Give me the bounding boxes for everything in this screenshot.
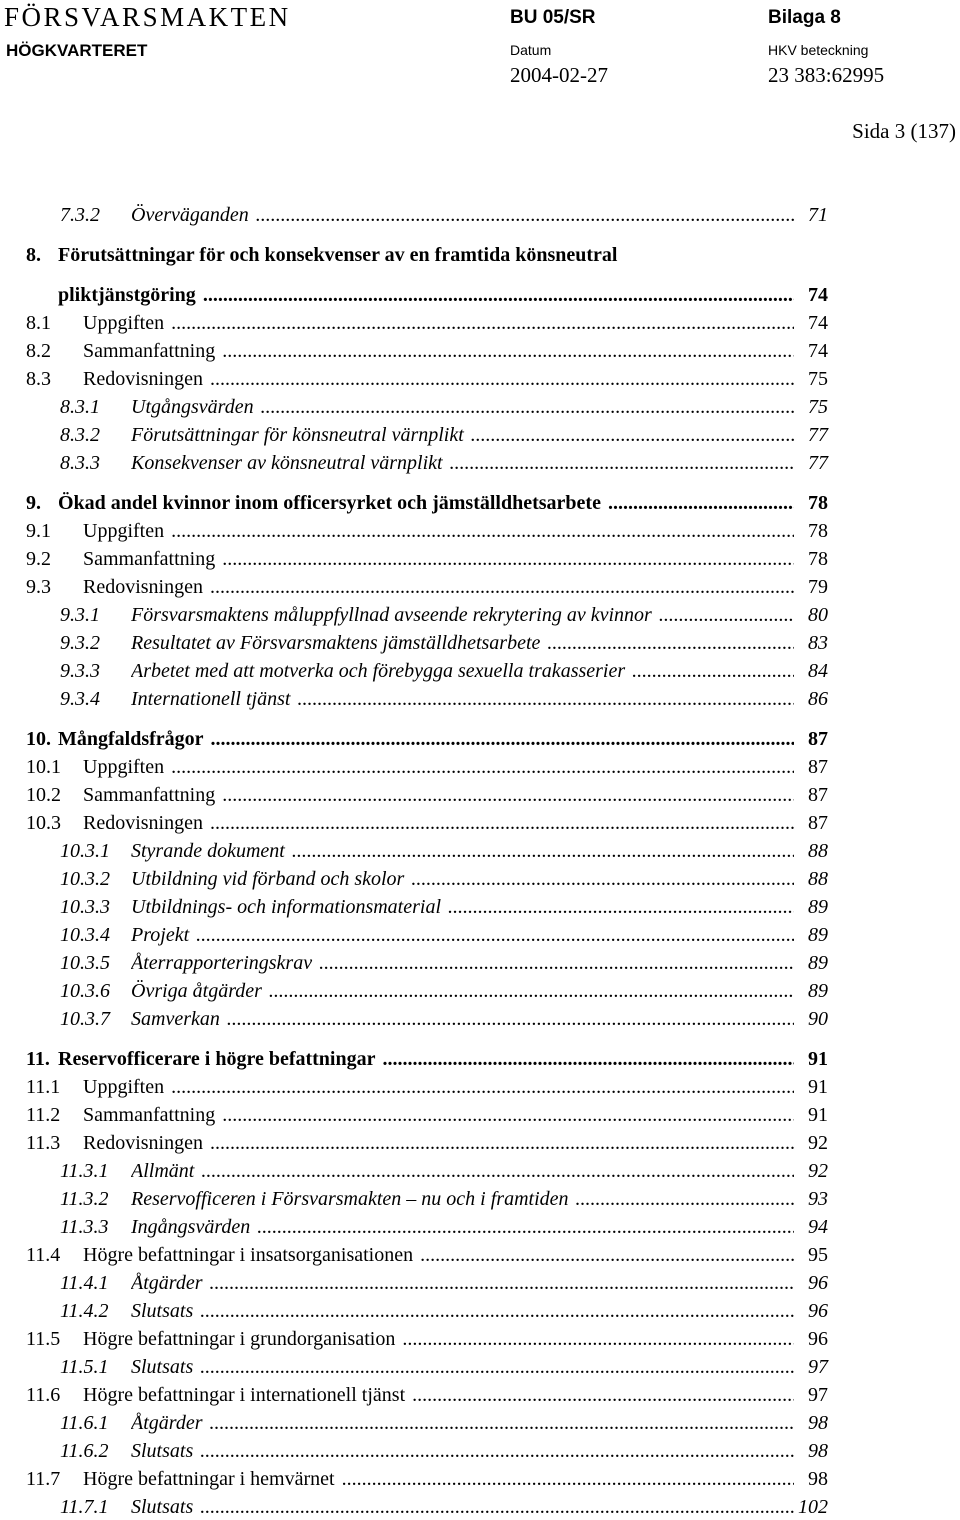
toc-entry-title: Sammanfattning ..... — [83, 546, 794, 572]
toc-entry-title: Övriga åtgärder ..... — [131, 978, 794, 1004]
toc-entry[interactable] — [0, 490, 828, 516]
toc-entry[interactable] — [0, 338, 828, 364]
toc-entry[interactable] — [0, 1410, 828, 1436]
toc-entry-page: 88 — [808, 868, 828, 890]
toc-entry-title: pliktjänstgöring ..... — [58, 282, 794, 308]
toc-entry-number: 11.4 — [26, 1244, 61, 1266]
toc-entry-page: 95 — [808, 1244, 828, 1266]
document-id: BU 05/SR — [510, 7, 596, 28]
reference-label: HKV beteckning — [768, 42, 869, 58]
toc-entry-number: 11.7.1 — [60, 1496, 109, 1518]
toc-entry-number: 10.3 — [26, 812, 61, 834]
toc-entry-page: 90 — [808, 1008, 828, 1030]
toc-entry-page: 91 — [808, 1076, 828, 1098]
toc-entry-title: Utgångsvärden ..... — [131, 394, 794, 420]
reference-value: 23 383:62995 — [768, 63, 885, 87]
toc-entry-page: 78 — [808, 492, 828, 514]
toc-entry[interactable] — [0, 726, 828, 752]
toc-entry-title: Redovisningen ..... — [83, 574, 794, 600]
toc-entry[interactable] — [0, 1186, 828, 1212]
toc-entry-number: 11.5 — [26, 1328, 61, 1350]
toc-entry[interactable] — [0, 394, 828, 420]
toc-entry-number: 9.1 — [26, 520, 51, 542]
toc-entry-page: 96 — [808, 1272, 828, 1294]
toc-entry-number: 11.6.1 — [60, 1412, 109, 1434]
toc-entry-title: Redovisningen ..... — [83, 810, 794, 836]
toc-entry-title: Högre befattningar i internationell tjänst ..... — [83, 1382, 794, 1408]
toc-entry[interactable] — [0, 630, 828, 656]
toc-entry[interactable] — [0, 546, 828, 572]
toc-entry-page: 91 — [808, 1104, 828, 1126]
toc-entry-title: Mångfaldsfrågor ..... — [58, 726, 794, 752]
toc-entry-page: 98 — [808, 1468, 828, 1490]
toc-entry[interactable] — [0, 1214, 828, 1240]
date-value: 2004-02-27 — [510, 63, 608, 87]
toc-entry-title: Uppgiften ..... — [83, 1074, 794, 1100]
toc-entry-title: Reservofficeren i Försvarsmakten – nu och i framtiden ..... — [131, 1186, 794, 1212]
toc-entry-title: Projekt ..... — [131, 922, 794, 948]
toc-entry-title: Högre befattningar i hemvärnet ..... — [83, 1466, 794, 1492]
toc-entry-title: Slutsats ..... — [131, 1494, 794, 1520]
toc-entry[interactable] — [0, 950, 828, 976]
toc-entry-title: Arbetet med att motverka och förebygga sexuella trakasserier ..... — [131, 658, 794, 684]
toc-entry-page: 87 — [808, 784, 828, 806]
toc-entry-number: 11.4.1 — [60, 1272, 109, 1294]
toc-entry-number: 9.3.4 — [60, 688, 100, 710]
toc-entry-number: 9.2 — [26, 548, 51, 570]
toc-entry[interactable] — [0, 1494, 828, 1520]
toc-entry-title: Slutsats ..... — [131, 1354, 794, 1380]
toc-entry-number: 9. — [26, 492, 41, 514]
toc-entry-number: 10.3.6 — [60, 980, 110, 1002]
toc-entry[interactable] — [0, 450, 828, 476]
toc-entry-title: Sammanfattning ..... — [83, 782, 794, 808]
toc-entry[interactable] — [0, 1074, 828, 1100]
toc-entry-page: 88 — [808, 840, 828, 862]
toc-entry-page: 75 — [808, 396, 828, 418]
toc-entry-page: 78 — [808, 520, 828, 542]
toc-entry-number: 8.2 — [26, 340, 51, 362]
toc-entry-title: Överväganden ..... — [131, 202, 794, 228]
toc-entry-page: 77 — [808, 452, 828, 474]
toc-entry[interactable] — [0, 574, 828, 600]
toc-entry-page: 87 — [808, 756, 828, 778]
toc-entry-title: Åtgärder ..... — [131, 1410, 794, 1436]
toc-entry[interactable] — [0, 1046, 828, 1072]
toc-entry-number: 11.3.3 — [60, 1216, 109, 1238]
toc-entry-number: 10.3.7 — [60, 1008, 110, 1030]
toc-entry-title: Uppgiften ..... — [83, 518, 794, 544]
toc-entry-number: 8.3.2 — [60, 424, 100, 446]
toc-entry-page: 96 — [808, 1328, 828, 1350]
toc-entry-title: Sammanfattning ..... — [83, 338, 794, 364]
toc-entry-page: 74 — [808, 284, 828, 306]
toc-entry-number: 10.3.5 — [60, 952, 110, 974]
toc-entry-number: 11.7 — [26, 1468, 61, 1490]
toc-entry-number: 11.3 — [26, 1132, 61, 1154]
toc-entry-title: Redovisningen ..... — [83, 366, 794, 392]
toc-entry[interactable] — [0, 1270, 828, 1296]
toc-entry-title: Förutsättningar för könsneutral värnplikt ..... — [131, 422, 794, 448]
toc-entry-page: 98 — [808, 1412, 828, 1434]
toc-entry-number: 11.6.2 — [60, 1440, 109, 1462]
toc-entry-number: 8.3.3 — [60, 452, 100, 474]
toc-entry[interactable] — [0, 310, 828, 336]
toc-entry-title: Ökad andel kvinnor inom officersyrket och jämställdhetsarbete ..... — [58, 490, 794, 516]
toc-entry-title: Allmänt ..... — [131, 1158, 794, 1184]
toc-entry-number: 11.4.2 — [60, 1300, 109, 1322]
toc-entry-number: 11.3.1 — [60, 1160, 109, 1182]
toc-entry-number: 8. — [26, 244, 41, 266]
toc-entry-title: Åtgärder ..... — [131, 1270, 794, 1296]
toc-entry[interactable] — [0, 1298, 828, 1324]
toc-entry-page: 94 — [808, 1216, 828, 1238]
toc-entry-number: 10.1 — [26, 756, 61, 778]
toc-entry[interactable] — [0, 602, 828, 628]
toc-entry-page: 89 — [808, 924, 828, 946]
toc-entry-title: Återrapporteringskrav ..... — [131, 950, 794, 976]
toc-entry-page: 71 — [808, 204, 828, 226]
toc-entry-number: 9.3.3 — [60, 660, 100, 682]
toc-entry-page: 102 — [798, 1496, 828, 1518]
toc-entry-title: Redovisningen ..... — [83, 1130, 794, 1156]
toc-entry-title: Utbildnings- och informationsmaterial ..... — [131, 894, 794, 920]
toc-entry[interactable] — [0, 782, 828, 808]
toc-entry-title: Högre befattningar i grundorganisation ..... — [83, 1326, 794, 1352]
toc-entry-page: 98 — [808, 1440, 828, 1462]
toc-entry[interactable] — [0, 1158, 828, 1184]
toc-entry-page: 84 — [808, 660, 828, 682]
toc-entry-number: 11.1 — [26, 1076, 61, 1098]
toc-entry[interactable] — [0, 518, 828, 544]
toc-entry[interactable] — [0, 978, 828, 1004]
toc-entry-page: 80 — [808, 604, 828, 626]
toc-entry[interactable] — [0, 1438, 828, 1464]
toc-entry-title: Försvarsmaktens måluppfyllnad avseende rekrytering av kvinnor ..... — [131, 602, 794, 628]
toc-entry[interactable] — [0, 1130, 828, 1156]
toc-entry-number: 9.3.2 — [60, 632, 100, 654]
toc-entry-page: 75 — [808, 368, 828, 390]
toc-entry[interactable] — [0, 922, 828, 948]
toc-entry-page: 89 — [808, 980, 828, 1002]
sub-organization: HÖGKVARTERET — [6, 41, 148, 60]
toc-entry[interactable] — [0, 1326, 828, 1352]
toc-entry-title: Uppgiften ..... — [83, 754, 794, 780]
toc-entry-title: Ingångsvärden ..... — [131, 1214, 794, 1240]
toc-entry-title: Slutsats ..... — [131, 1438, 794, 1464]
toc-entry[interactable] — [0, 202, 828, 228]
toc-entry-page: 89 — [808, 952, 828, 974]
toc-entry-number: 10.3.3 — [60, 896, 110, 918]
toc-entry-title: Samverkan ..... — [131, 1006, 794, 1032]
toc-entry-title: Uppgiften ..... — [83, 310, 794, 336]
toc-entry-title: Internationell tjänst ..... — [131, 686, 794, 712]
toc-entry-number: 10.3.4 — [60, 924, 110, 946]
toc-entry-number: 8.1 — [26, 312, 51, 334]
toc-entry-number: 11. — [26, 1048, 50, 1070]
toc-entry-number: 10.2 — [26, 784, 61, 806]
toc-entry-page: 92 — [808, 1160, 828, 1182]
toc-entry-title: Högre befattningar i insatsorganisationen ..... — [83, 1242, 794, 1268]
toc-entry-page: 86 — [808, 688, 828, 710]
toc-entry-page: 91 — [808, 1048, 828, 1070]
toc-entry-page: 79 — [808, 576, 828, 598]
toc-entry-number: 11.5.1 — [60, 1356, 109, 1378]
toc-entry-number: 8.3 — [26, 368, 51, 390]
toc-entry[interactable] — [0, 866, 828, 892]
toc-entry-number: 11.3.2 — [60, 1188, 109, 1210]
toc-entry[interactable] — [0, 1102, 828, 1128]
toc-entry-number: 11.2 — [26, 1104, 61, 1126]
attachment-label: Bilaga 8 — [768, 7, 841, 28]
toc-entry-page: 87 — [808, 812, 828, 834]
toc-entry-number: 10.3.2 — [60, 868, 110, 890]
toc-entry-page: 74 — [808, 312, 828, 334]
toc-entry-page: 92 — [808, 1132, 828, 1154]
toc-entry-page: 97 — [808, 1384, 828, 1406]
toc-entry-title: Reservofficerare i högre befattningar ..... — [58, 1046, 794, 1072]
toc-entry-number: 9.3 — [26, 576, 51, 598]
toc-entry-number: 10.3.1 — [60, 840, 110, 862]
date-label: Datum — [510, 42, 552, 58]
toc-entry[interactable] — [0, 1382, 828, 1408]
toc-entry-title: Resultatet av Försvarsmaktens jämställdhetsarbete ..... — [131, 630, 794, 656]
toc-entry[interactable] — [0, 754, 828, 780]
toc-entry[interactable] — [0, 282, 828, 308]
toc-entry[interactable] — [0, 686, 828, 712]
toc-entry-page: 97 — [808, 1356, 828, 1378]
toc-entry-number: 8.3.1 — [60, 396, 100, 418]
toc-entry[interactable] — [0, 1466, 828, 1492]
toc-entry-page: 93 — [808, 1188, 828, 1210]
toc-entry[interactable] — [0, 1006, 828, 1032]
toc-entry-page: 83 — [808, 632, 828, 654]
toc-entry-page: 89 — [808, 896, 828, 918]
toc-entry-page: 74 — [808, 340, 828, 362]
toc-entry-page: 77 — [808, 424, 828, 446]
toc-entry[interactable] — [0, 242, 828, 268]
toc-entry-title: Slutsats ..... — [131, 1298, 794, 1324]
toc-entry-number: 10. — [26, 728, 51, 750]
toc-entry-page: 87 — [808, 728, 828, 750]
toc-entry[interactable] — [0, 1354, 828, 1380]
toc-entry[interactable] — [0, 894, 828, 920]
toc-entry-title: Sammanfattning ..... — [83, 1102, 794, 1128]
toc-entry-title: Konsekvenser av könsneutral värnplikt ..... — [131, 450, 794, 476]
toc-entry-number: 9.3.1 — [60, 604, 100, 626]
toc-entry-page: 96 — [808, 1300, 828, 1322]
toc-entry-number: 7.3.2 — [60, 204, 100, 226]
toc-entry-title: Förutsättningar för och konsekvenser av en framtida könsneutral — [58, 244, 618, 266]
toc-entry[interactable] — [0, 810, 828, 836]
toc-entry-title: Utbildning vid förband och skolor ..... — [131, 866, 794, 892]
toc-entry-page: 78 — [808, 548, 828, 570]
toc-entry-title: Styrande dokument ..... — [131, 838, 794, 864]
toc-entry[interactable] — [0, 838, 828, 864]
toc-entry[interactable] — [0, 1242, 828, 1268]
toc-entry-number: 11.6 — [26, 1384, 61, 1406]
toc-entry[interactable] — [0, 658, 828, 684]
toc-entry[interactable] — [0, 366, 828, 392]
page-number: Sida 3 (137) — [852, 119, 956, 143]
toc-entry[interactable] — [0, 422, 828, 448]
organization-name: FÖRSVARSMAKTEN — [4, 2, 291, 32]
